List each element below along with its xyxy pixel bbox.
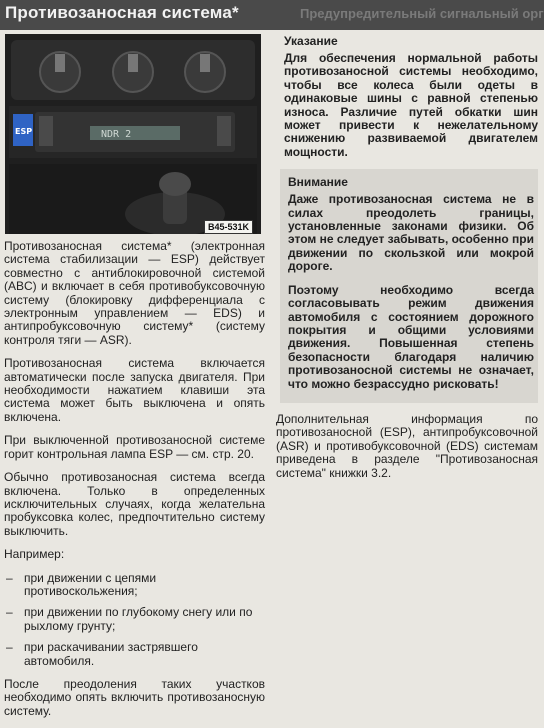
warning-paragraph: Даже противозаносная система не в силах преодолеть границы, установленные законами физики. Об этом не следует забывать, особенно при движении по скользкой или мокрой дороге. [288, 192, 534, 274]
example-list [4, 572, 265, 668]
note-heading: Указание [284, 34, 338, 48]
list-item: – при движении с цепями противоскольжения; [4, 572, 265, 599]
note-text: Для обеспечения нормальной работы противозаносной системы необходимо, чтобы все колеса были одеты в одинаковые шины с равной степенью износа. Различие путей обкатки шин может привести к нежелательному снижению развиваемой двигателем мощности. [284, 51, 538, 159]
right-column [276, 34, 538, 490]
closing-paragraph: После преодоления таких участков необходимо опять включить противозаносную систему. [4, 676, 265, 718]
dashboard-illustration [5, 34, 261, 234]
warning-box [280, 169, 538, 403]
usually-on-paragraph: Обычно противозаносная система всегда включена. Только в определенных исключительных случаях, когда желательна пробуксовка колес, предпочтительно систему выключить. [4, 470, 265, 538]
warning-paragraph: Поэтому необходимо всегда согласовывать режим движения автомобиля с состоянием дорожного покрытия и общими условиями движения. Повышенная степень безопасности благодаря наличию противозаносной системы не означает, что можно безрассудно рисковать! [288, 282, 534, 391]
dashboard-photo [5, 34, 261, 234]
figure-code: B45-531K [204, 220, 253, 234]
esp-button-label: ESP [15, 127, 33, 136]
additional-info: Дополнительная информация по противозаносной (ESP), антипробуксовочной (ASR) и противобуксовочной (EDS) системам приведена в разделе "Противозаносная система" книжки 3.2. [276, 411, 538, 480]
page-header [0, 0, 544, 30]
list-item: – при раскачивании застрявшего автомобиля. [4, 641, 265, 668]
radio-display: NDR 2 [101, 129, 132, 140]
left-column [4, 240, 265, 728]
intro-paragraph: Противозаносная система* (электронная система стабилизации — ESP) действует совместно с антиблокировочной системой (ABC) и включает в себя противобуксовочную систему (блокировку дифференциала с электронным управлением — EDS) и антипробуксовочную систему* (систему контроля тяги — ASR). [4, 239, 265, 347]
list-item: – при движении по глубокому снегу или по рыхлому грунту; [4, 606, 265, 633]
bleed-through-heading: Предупредительный сигнальный орг [300, 6, 544, 21]
note-box [276, 34, 538, 159]
page-title: Противозаносная система* [5, 3, 239, 22]
warning-heading: Внимание [288, 175, 348, 190]
warning-lamp-paragraph: При выключенной противозаносной системе горит контрольная лампа ESP — см. стр. 20. [4, 433, 265, 461]
example-label: Например: [4, 547, 65, 562]
auto-enable-paragraph: Противозаносная система включается автоматически после запуска двигателя. При необходимости нажатием клавиши эта система может быть выключена и опять включена. [4, 356, 265, 424]
